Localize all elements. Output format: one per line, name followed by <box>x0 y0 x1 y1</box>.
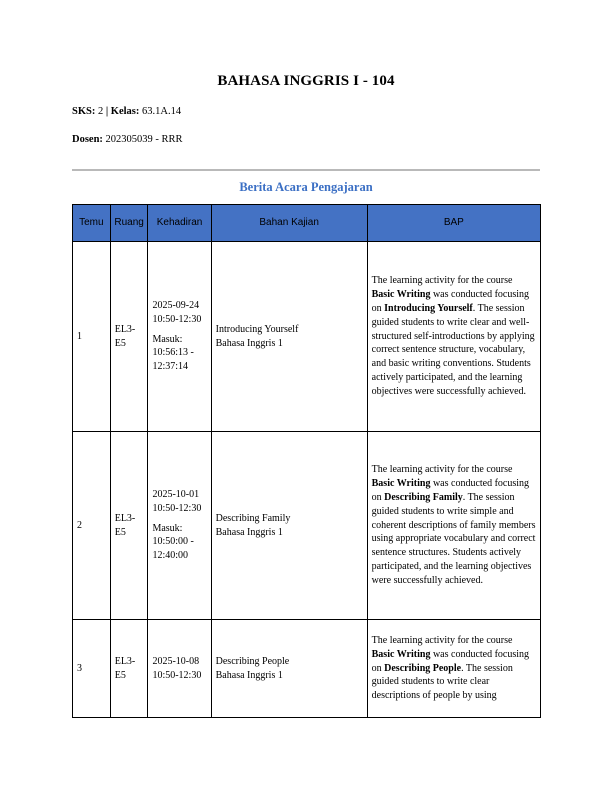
table-row <box>73 432 541 620</box>
bap-rest: . The session guided students to write clear descriptions of people by using <box>371 662 513 702</box>
header-temu: Temu <box>73 205 111 242</box>
bap-mid: was conducted focusing on <box>371 648 530 674</box>
matkul-value: Bahasa Inggris 1 <box>215 526 283 538</box>
temu-value: 2 <box>77 519 82 531</box>
topik-value: Describing People <box>215 655 290 667</box>
cell-bahan-kajian <box>211 620 367 718</box>
bap-course: Basic Writing <box>371 289 431 301</box>
cell-bahan-kajian <box>211 432 367 620</box>
matkul-value: Bahasa Inggris 1 <box>215 669 283 681</box>
bap-topic: Introducing Yourself <box>384 303 473 314</box>
cell-bap <box>367 432 540 620</box>
cell-kehadiran <box>148 620 211 718</box>
cell-ruang <box>110 242 148 432</box>
page-title: BAHASA INGGRIS I - 104 <box>217 73 395 89</box>
sks-label: SKS: <box>72 106 96 117</box>
header-kehadiran: Kehadiran <box>148 205 211 242</box>
cell-ruang <box>110 432 148 620</box>
bap-topic: Describing Family <box>384 492 463 503</box>
bap-text <box>372 274 536 398</box>
jadwal-value: 2025-09-24 10:50-12:30 <box>152 300 202 325</box>
course-meta-line <box>72 106 181 117</box>
table-header-row <box>73 205 541 242</box>
cell-kehadiran <box>148 432 211 620</box>
bap-intro: The learning activity for the course <box>371 635 513 646</box>
kelas-value: 63.1A.14 <box>141 106 182 117</box>
table-row <box>73 242 541 432</box>
ruang-value: EL3-E5 <box>114 512 136 538</box>
dosen-label: Dosen: <box>72 134 103 145</box>
lecturer-line <box>72 134 183 145</box>
cell-bahan-kajian <box>211 242 367 432</box>
bap-course: Basic Writing <box>371 648 431 660</box>
section-title: Berita Acara Pengajaran <box>239 180 373 194</box>
masuk-value: Masuk: 10:50:00 - 12:40:00 <box>152 522 194 562</box>
header-bap: BAP <box>367 205 540 242</box>
temu-value: 1 <box>77 330 82 342</box>
cell-ruang <box>110 620 148 718</box>
kelas-label: Kelas: <box>110 106 140 117</box>
cell-temu <box>73 432 111 620</box>
dosen-value: 202305039 - RRR <box>105 134 183 145</box>
bap-rest: . The session guided students to write clear and well-structured self-introductions by applying correct sentence structure, vocabulary, and basic writing conventions. Students actively participated, and the learning objectives were successfully achieved. <box>371 303 535 397</box>
header-bahan-kajian: Bahan Kajian <box>211 205 367 242</box>
bap-text <box>372 634 536 703</box>
jadwal-value: 2025-10-08 10:50-12:30 <box>152 655 202 681</box>
topik-value: Introducing Yourself <box>215 323 299 335</box>
section-divider <box>72 169 540 171</box>
bap-intro: The learning activity for the course <box>371 464 513 476</box>
bap-intro: The learning activity for the course <box>371 275 513 287</box>
meta-separator: | <box>105 106 109 117</box>
ruang-value: EL3-E5 <box>114 323 136 349</box>
bap-text <box>372 463 536 587</box>
cell-bap <box>367 242 540 432</box>
bap-course: Basic Writing <box>371 478 431 490</box>
bap-mid: was conducted focusing on <box>371 289 530 314</box>
temu-value: 3 <box>77 662 82 674</box>
table-row <box>73 620 541 718</box>
bap-mid: was conducted focusing on <box>371 478 530 503</box>
matkul-value: Bahasa Inggris 1 <box>215 337 283 349</box>
cell-kehadiran <box>148 242 211 432</box>
cell-bap <box>367 620 540 718</box>
header-ruang: Ruang <box>110 205 148 242</box>
sks-value: 2 <box>97 106 104 117</box>
ruang-value: EL3-E5 <box>114 655 136 681</box>
jadwal-value: 2025-10-01 10:50-12:30 <box>152 489 202 514</box>
bap-rest: . The session guided students to write simple and coherent descriptions of family members using appropriate vocabulary and correct sentence structures. Students actively participated, and the learning objectives were successfully achieved. <box>371 492 536 586</box>
topik-value: Describing Family <box>215 512 291 524</box>
cell-temu <box>73 620 111 718</box>
cell-temu <box>73 242 111 432</box>
masuk-value: Masuk: 10:56:13 - 12:37:14 <box>152 333 194 373</box>
bap-table <box>72 204 541 718</box>
bap-topic: Describing People <box>384 662 462 674</box>
